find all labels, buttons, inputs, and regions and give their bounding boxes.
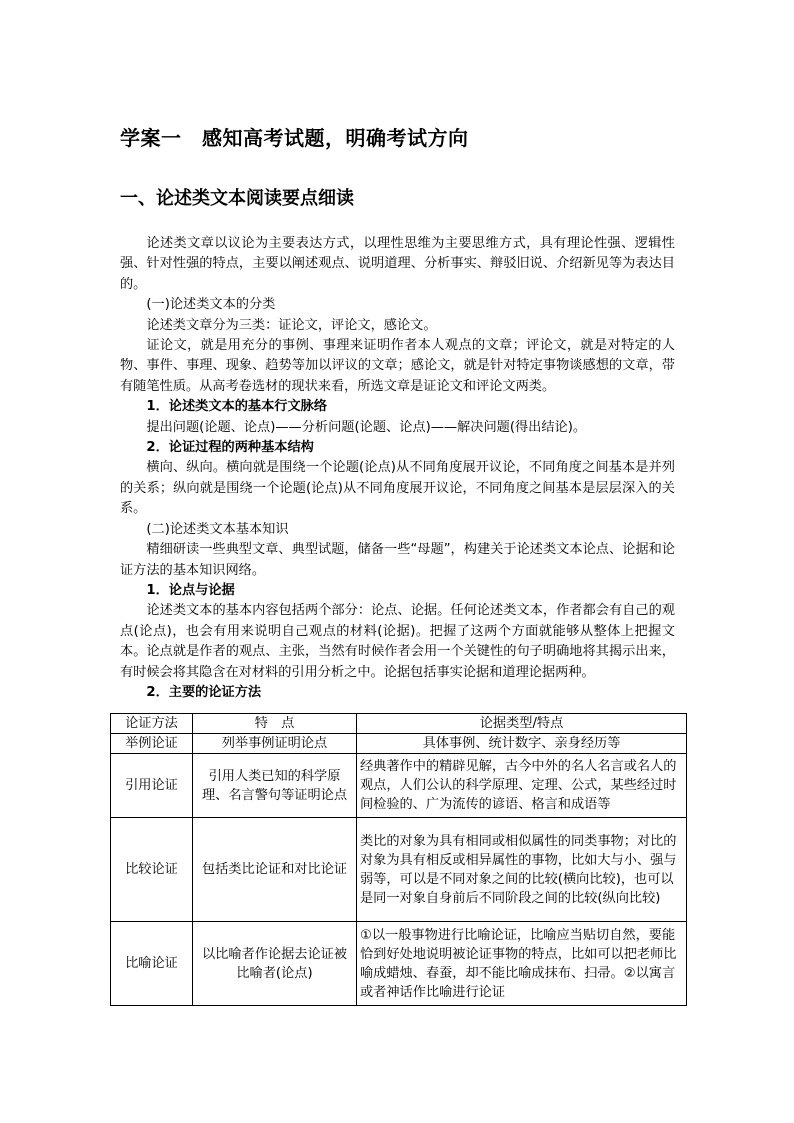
body-text bbox=[120, 234, 675, 703]
paragraph: 精细研读一些典型文章、典型试题，储备一些“母题”，构建关于论述类文本论点、论据和论证方法的基本知识网络。 bbox=[120, 542, 675, 578]
table-row bbox=[111, 922, 687, 1006]
table-header-row bbox=[111, 714, 687, 734]
table-row bbox=[111, 734, 687, 754]
subheading: (二)论述类文本基本知识 bbox=[146, 521, 289, 537]
paragraph: 提出问题(论题、论点)——分析问题(论题、论点)——解决问题(得出结论)。 bbox=[146, 419, 587, 435]
table-cell: 引用人类已知的科学原理、名言警句等证明论点 bbox=[193, 754, 357, 818]
table-header: 特 点 bbox=[193, 714, 357, 734]
subheading: 1．论点与论据 bbox=[146, 582, 235, 598]
paragraph: 证论文，就是用充分的事例、事理来证明作者本人观点的文章；评论文，就是对特定的人物、事件、事理、现象、趋势等加以评议的文章；感论文，就是针对特定事物谈感想的文章，带有随笔性质。从高考卷选材的现状来看，所选文章是证论文和评论文两类。 bbox=[120, 338, 675, 394]
subheading: (一)论述类文本的分类 bbox=[146, 297, 276, 313]
table-cell: ①以一般事物进行比喻论证，比喻应当贴切自然，要能恰到好处地说明被论证事物的特点，比如可以把老师比喻成蜡烛、春蚕，却不能比喻成抹布、扫帚。②以寓言或者神话作比喻进行论证 bbox=[357, 922, 687, 1006]
subheading: 1．论述类文本的基本行文脉络 bbox=[146, 399, 328, 415]
paragraph: 论述类文章分为三类：证论文，评论文，感论文。 bbox=[146, 317, 437, 333]
paragraph: 论述类文章以议论为主要表达方式，以理性思维为主要思维方式，具有理论性强、逻辑性强、针对性强的特点，主要以阐述观点、说明道理、分析事实、辩驳旧说、介绍新见等为表达目的。 bbox=[120, 236, 675, 292]
table-cell: 列举事例证明论点 bbox=[193, 734, 357, 754]
table-cell: 比喻论证 bbox=[111, 922, 193, 1006]
page-title: 学案一 感知高考试题，明确考试方向 bbox=[120, 126, 469, 150]
argument-methods-table bbox=[110, 713, 687, 1006]
table-cell: 举例论证 bbox=[111, 734, 193, 754]
table-cell: 类比的对象为具有相同或相似属性的同类事物；对比的对象为具有相反或相异属性的事物，比如大与小、强与弱等，可以是不同对象之间的比较(横向比较)，也可以是同一对象自身前后不同阶段之间的比较(纵向比较) bbox=[357, 818, 687, 922]
subheading: 2．主要的论证方法 bbox=[146, 684, 262, 700]
table-cell: 包括类比论证和对比论证 bbox=[193, 818, 357, 922]
table-header: 论证方法 bbox=[111, 714, 193, 734]
section-heading: 一、论述类文本阅读要点细读 bbox=[120, 188, 354, 209]
table-header: 论据类型/特点 bbox=[357, 714, 687, 734]
subheading: 2．论证过程的两种基本结构 bbox=[146, 440, 314, 456]
table-cell: 引用论证 bbox=[111, 754, 193, 818]
paragraph: 论述类文本的基本内容包括两个部分：论点、论据。任何论述类文本，作者都会有自己的观点(论点)，也会有用来说明自己观点的材料(论据)。把握了这两个方面就能够从整体上把握文本。论点就是作者的观点、主张，当然有时候作者会用一个关键性的句子明确地将其揭示出来，有时候会将其隐含在对材料的引用分析之中。论据包括事实论据和道理论据两种。 bbox=[120, 603, 675, 680]
paragraph: 横向、纵向。横向就是围绕一个论题(论点)从不同角度展开议论，不同角度之间基本是并列的关系；纵向就是围绕一个论题(论点)从不同角度展开议论，不同角度之间基本是层层深入的关系。 bbox=[120, 460, 675, 517]
table-cell: 经典著作中的精辟见解，古今中外的名人名言或名人的观点，人们公认的科学原理、定理、公式，某些经过时间检验的、广为流传的谚语、格言和成语等 bbox=[357, 754, 687, 818]
table-row bbox=[111, 754, 687, 818]
table-cell: 比较论证 bbox=[111, 818, 193, 922]
table-cell: 以比喻者作论据去论证被比喻者(论点) bbox=[193, 922, 357, 1006]
table-cell: 具体事例、统计数字、亲身经历等 bbox=[357, 734, 687, 754]
table-row bbox=[111, 818, 687, 922]
